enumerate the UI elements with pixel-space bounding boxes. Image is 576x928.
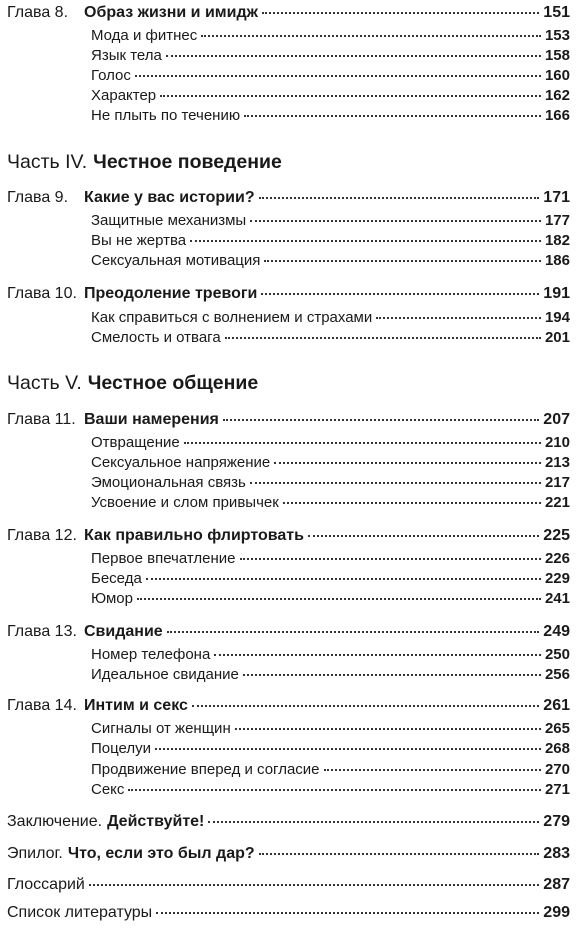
toc-part-5[interactable] [0, 372, 576, 400]
section-title: Сексуальное напряжение [91, 454, 271, 471]
toc-section[interactable] [0, 781, 576, 801]
dot-leader [225, 337, 541, 339]
dot-leader [137, 598, 541, 600]
chapter-number: Глава 9. [7, 189, 69, 206]
section-title: Голос [91, 67, 131, 84]
toc-section[interactable] [0, 720, 576, 740]
section-title: Поцелуи [91, 740, 152, 757]
dot-leader [324, 769, 541, 771]
dot-leader [167, 631, 540, 633]
dot-leader [308, 535, 539, 537]
toc-section[interactable] [0, 107, 576, 127]
toc-section[interactable] [0, 454, 576, 474]
page-number: 249 [543, 623, 570, 640]
page-number: 265 [544, 720, 570, 737]
dot-leader [261, 293, 539, 295]
chapter-title: Образ жизни и имидж [84, 4, 258, 21]
section-title: Сигналы от женщин [91, 720, 231, 737]
page-number: 256 [544, 666, 570, 683]
dot-leader [259, 853, 540, 855]
page-number: 151 [543, 4, 570, 21]
toc-chapter-11[interactable] [0, 411, 576, 433]
section-prefix: Заключение. [7, 813, 103, 830]
toc-section[interactable] [0, 309, 576, 329]
page-number: 217 [544, 474, 570, 491]
section-title: Номер телефона [91, 646, 211, 663]
section-title: Эмоциональная связь [91, 474, 246, 491]
dot-leader [244, 115, 541, 117]
dot-leader [208, 821, 539, 823]
page-number: 201 [544, 329, 570, 346]
toc-section[interactable] [0, 87, 576, 107]
part-number: Часть IV. [7, 151, 88, 173]
toc-section[interactable] [0, 47, 576, 67]
section-title: Защитные механизмы [91, 212, 247, 229]
page-number: 241 [544, 590, 570, 607]
section-title: Секс [91, 781, 125, 798]
dot-leader [223, 419, 539, 421]
page-number: 261 [543, 697, 570, 714]
section-title: Не плыть по течению [91, 107, 241, 124]
section-title: Идеальное свидание [91, 666, 239, 683]
page-number: 158 [544, 47, 570, 64]
page-number: 177 [544, 212, 570, 229]
dot-leader [264, 260, 541, 262]
chapter-title: Ваши намерения [84, 411, 219, 428]
chapter-title: Какие у вас истории? [84, 189, 255, 206]
dot-leader [135, 75, 541, 77]
dot-leader [89, 884, 539, 886]
section-title: Усвоение и слом привычек [91, 494, 279, 511]
section-title: Язык тела [91, 47, 162, 64]
section-title: Глоссарий [7, 876, 85, 893]
section-title: Мода и фитнес [91, 27, 198, 44]
dot-leader [214, 654, 541, 656]
toc-section[interactable] [0, 474, 576, 494]
chapter-number: Глава 13. [7, 623, 77, 640]
toc-section[interactable] [0, 252, 576, 272]
section-title: Как справиться с волнением и страхами [91, 309, 373, 326]
page-number: 221 [544, 494, 570, 511]
page-number: 250 [544, 646, 570, 663]
dot-leader [166, 55, 541, 57]
section-prefix: Эпилог. [7, 845, 63, 862]
dot-leader [262, 12, 539, 14]
page-number: 207 [543, 411, 570, 428]
page-number: 283 [543, 845, 570, 862]
section-title: Юмор [91, 590, 133, 607]
dot-leader [243, 674, 541, 676]
section-title: Сексуальная мотивация [91, 252, 261, 269]
page-number: 191 [543, 285, 570, 302]
toc-chapter-14[interactable] [0, 697, 576, 719]
chapter-number: Глава 11. [7, 411, 76, 428]
toc-conclusion[interactable] [0, 813, 576, 835]
toc-section[interactable] [0, 329, 576, 349]
chapter-title: Свидание [84, 623, 163, 640]
dot-leader [160, 95, 541, 97]
dot-leader [155, 748, 541, 750]
section-title: Характер [91, 87, 157, 104]
section-title: Продвижение вперед и согласие [91, 761, 320, 778]
page-number: 229 [544, 570, 570, 587]
section-title: Беседа [91, 570, 142, 587]
dot-leader [235, 728, 541, 730]
toc-epilogue[interactable] [0, 845, 576, 867]
toc-chapter-10[interactable] [0, 285, 576, 307]
page-number: 287 [543, 876, 570, 893]
dot-leader [190, 240, 541, 242]
dot-leader [240, 558, 541, 560]
chapter-number: Глава 14. [7, 697, 77, 714]
toc-section[interactable] [0, 590, 576, 610]
section-title: Отвращение [91, 434, 180, 451]
toc-chapter-12[interactable] [0, 527, 576, 549]
page-number: 162 [544, 87, 570, 104]
page-number: 210 [544, 434, 570, 451]
dot-leader [184, 442, 541, 444]
chapter-title: Как правильно флиртовать [84, 527, 304, 544]
part-title: Честное поведение [93, 151, 282, 173]
chapter-number: Глава 12. [7, 527, 77, 544]
toc-section[interactable] [0, 494, 576, 514]
dot-leader [128, 789, 541, 791]
toc-section[interactable] [0, 646, 576, 666]
page-number: 166 [544, 107, 570, 124]
part-number: Часть V. [7, 372, 82, 394]
toc-section[interactable] [0, 570, 576, 590]
section-title: Что, если это был дар? [67, 845, 255, 862]
section-title: Вы не жертва [91, 232, 187, 249]
page-number: 182 [544, 232, 570, 249]
dot-leader [156, 912, 539, 914]
page-number: 194 [544, 309, 570, 326]
page-number: 153 [544, 27, 570, 44]
page-number: 160 [544, 67, 570, 84]
toc-section[interactable] [0, 550, 576, 570]
toc-chapter-8[interactable] [0, 4, 576, 26]
section-title: Смелость и отвага [91, 329, 221, 346]
toc-section[interactable] [0, 232, 576, 252]
dot-leader [283, 502, 541, 504]
chapter-number: Глава 8. [7, 4, 69, 21]
page-number: 186 [544, 252, 570, 269]
toc-section[interactable] [0, 212, 576, 232]
page-number: 171 [543, 189, 570, 206]
section-title: Действуйте! [107, 813, 205, 830]
toc-chapter-9[interactable] [0, 189, 576, 211]
toc-section[interactable] [0, 67, 576, 87]
section-title: Список литературы [7, 904, 153, 921]
page-number: 225 [543, 527, 570, 544]
page-number: 271 [544, 781, 570, 798]
dot-leader [274, 462, 541, 464]
toc-section[interactable] [0, 27, 576, 47]
dot-leader [201, 35, 541, 37]
chapter-number: Глава 10. [7, 285, 77, 302]
toc-glossary[interactable] [0, 876, 576, 898]
section-title: Первое впечатление [91, 550, 236, 567]
toc-section[interactable] [0, 761, 576, 781]
dot-leader [250, 220, 541, 222]
page-number: 213 [544, 454, 570, 471]
toc-bibliography[interactable] [0, 904, 576, 926]
page-number: 270 [544, 761, 570, 778]
toc-section[interactable] [0, 666, 576, 686]
page-number: 279 [543, 813, 570, 830]
dot-leader [259, 197, 540, 199]
toc-chapter-13[interactable] [0, 623, 576, 645]
dot-leader [250, 482, 541, 484]
page-number: 226 [544, 550, 570, 567]
page-number: 299 [543, 904, 570, 921]
toc-part-4[interactable] [0, 151, 576, 179]
part-title: Честное общение [87, 372, 259, 394]
dot-leader [146, 578, 541, 580]
dot-leader [192, 705, 539, 707]
chapter-title: Интим и секс [84, 697, 188, 714]
chapter-title: Преодоление тревоги [84, 285, 258, 302]
toc-section[interactable] [0, 740, 576, 760]
dot-leader [376, 317, 541, 319]
page-number: 268 [544, 740, 570, 757]
toc-section[interactable] [0, 434, 576, 454]
